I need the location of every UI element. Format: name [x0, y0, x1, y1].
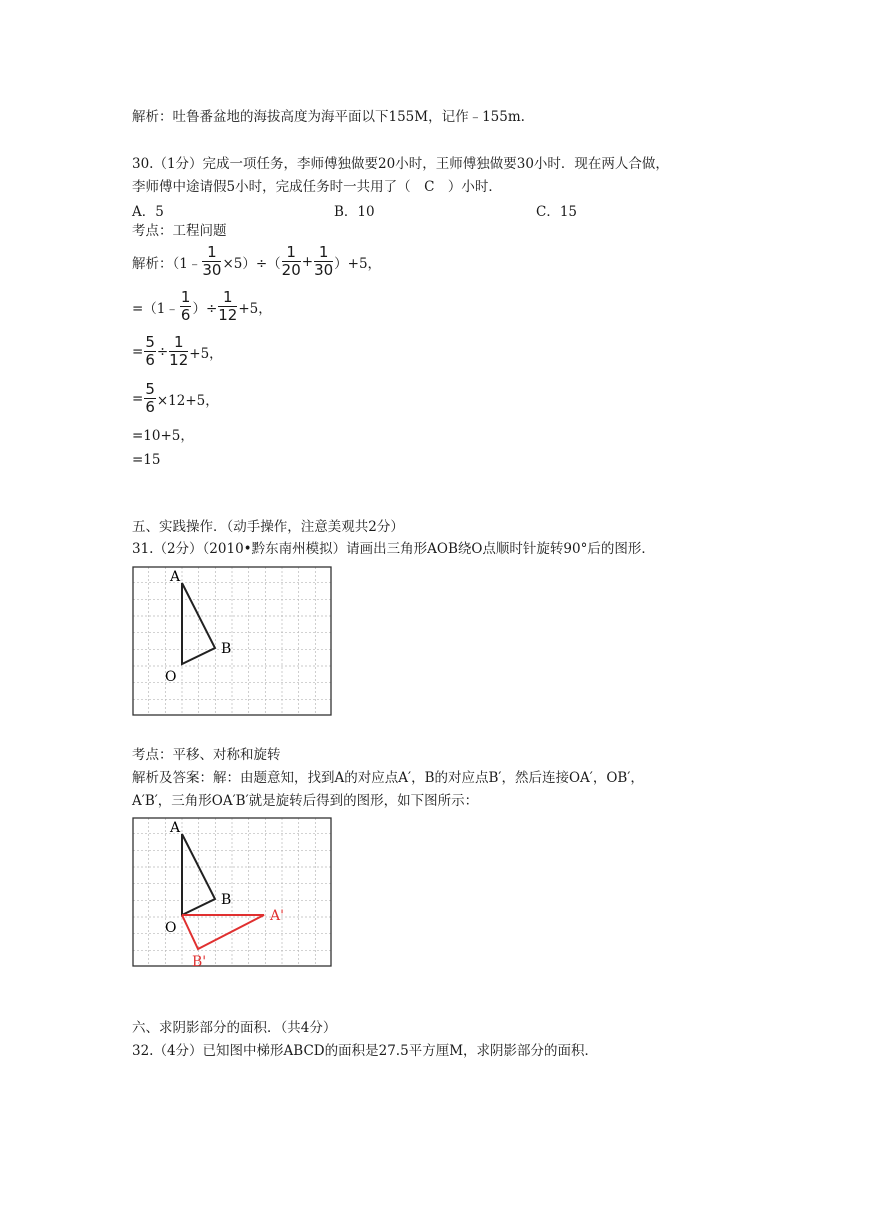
label-o: O	[165, 669, 177, 685]
q31-topic: 考点：平移、对称和旋转	[132, 747, 281, 763]
q32-stem: 32.（4分）已知图中梯形ABCD的面积是27.5平方厘M，求阴影部分的面积．	[132, 1043, 599, 1059]
section-5-heading: 五、实践操作．（动手操作，注意美观共2分）	[132, 519, 404, 535]
eq1-fraction-2: $\frac{1}{20}$	[281, 243, 301, 279]
q30-option-b: B．10	[334, 204, 375, 220]
eq3-fraction-1: $\frac{5}{6}$	[145, 333, 155, 369]
q30-option-c: C．15	[536, 204, 578, 220]
q30-equation-3	[132, 335, 223, 368]
eq3-suffix: +5，	[189, 345, 223, 362]
eq2-fraction-1: $\frac{1}{6}$	[180, 288, 191, 324]
q31-answer-figure	[132, 817, 332, 967]
label-a: A	[170, 569, 181, 585]
eq3-mid: ÷	[156, 343, 169, 360]
eq1-fraction-1: $\frac{1}{30}$	[202, 243, 222, 279]
q30-topic: 考点：工程问题	[132, 223, 227, 239]
grid-lines	[133, 818, 331, 966]
q31-grid-figure	[132, 566, 332, 716]
triangle-oa1b1-rotated	[182, 915, 264, 949]
label-b: B	[221, 892, 232, 908]
section-6-heading: 六、求阴影部分的面积．（共4分）	[132, 1020, 337, 1036]
eq3-fraction-2: $\frac{1}{12}$	[169, 333, 189, 369]
eq1-fraction-3: $\frac{1}{30}$	[314, 243, 334, 279]
label-b: B	[221, 641, 232, 657]
q30-option-a: A．5	[132, 204, 164, 220]
q30-stem-line2: 李师傅中途请假5小时，完成任务时一共用了（ C ）小时．	[132, 179, 502, 195]
q29-analysis: 解析：吐鲁番盆地的海拔高度为海平面以下155M，记作﹣155m.	[132, 109, 525, 125]
q31-answer-line1: 解析及答案：解：由题意知，找到A的对应点A′，B的对应点B′，然后连接OA′，OB′，	[132, 770, 644, 786]
q30-equation-1	[132, 245, 381, 278]
q30-equation-4	[132, 382, 219, 415]
eq2-suffix: +5，	[238, 300, 272, 317]
eq4-fraction-1: $\frac{5}{6}$	[145, 380, 155, 416]
q30-equation-2	[132, 290, 272, 323]
eq2-mid: ）÷	[192, 300, 218, 317]
q30-stem-line1: 30.（1分）完成一项任务，李师傅独做要20小时，王师傅独做要30小时．现在两人合做，	[132, 156, 669, 172]
eq2-prefix: =（1﹣	[132, 300, 179, 317]
eq1-plus: +	[301, 253, 314, 270]
q31-stem: 31.（2分）（2010•黔东南州模拟）请画出三角形AOB绕O点顺时针旋转90°后的图形．	[132, 541, 655, 557]
q30-equation-6: =15	[132, 452, 161, 468]
eq1-prefix: 解析：（1﹣	[132, 255, 202, 272]
label-a-prime: A'	[270, 908, 284, 924]
q30-equation-5: =10+5，	[132, 428, 194, 444]
eq4-suffix: ×12+5，	[156, 392, 219, 409]
eq2-fraction-2: $\frac{1}{12}$	[218, 288, 238, 324]
eq3-prefix: =	[132, 343, 144, 360]
grid-lines	[133, 567, 331, 715]
label-a: A	[170, 820, 181, 836]
label-b-prime: B'	[192, 954, 207, 967]
eq1-suffix: ）+5，	[334, 255, 382, 272]
eq4-prefix: =	[132, 390, 144, 407]
label-o: O	[165, 920, 177, 936]
eq1-mid: ×5）÷（	[222, 255, 281, 272]
q31-answer-line2: A′B′，三角形OA′B′就是旋转后得到的图形，如下图所示：	[132, 793, 479, 809]
